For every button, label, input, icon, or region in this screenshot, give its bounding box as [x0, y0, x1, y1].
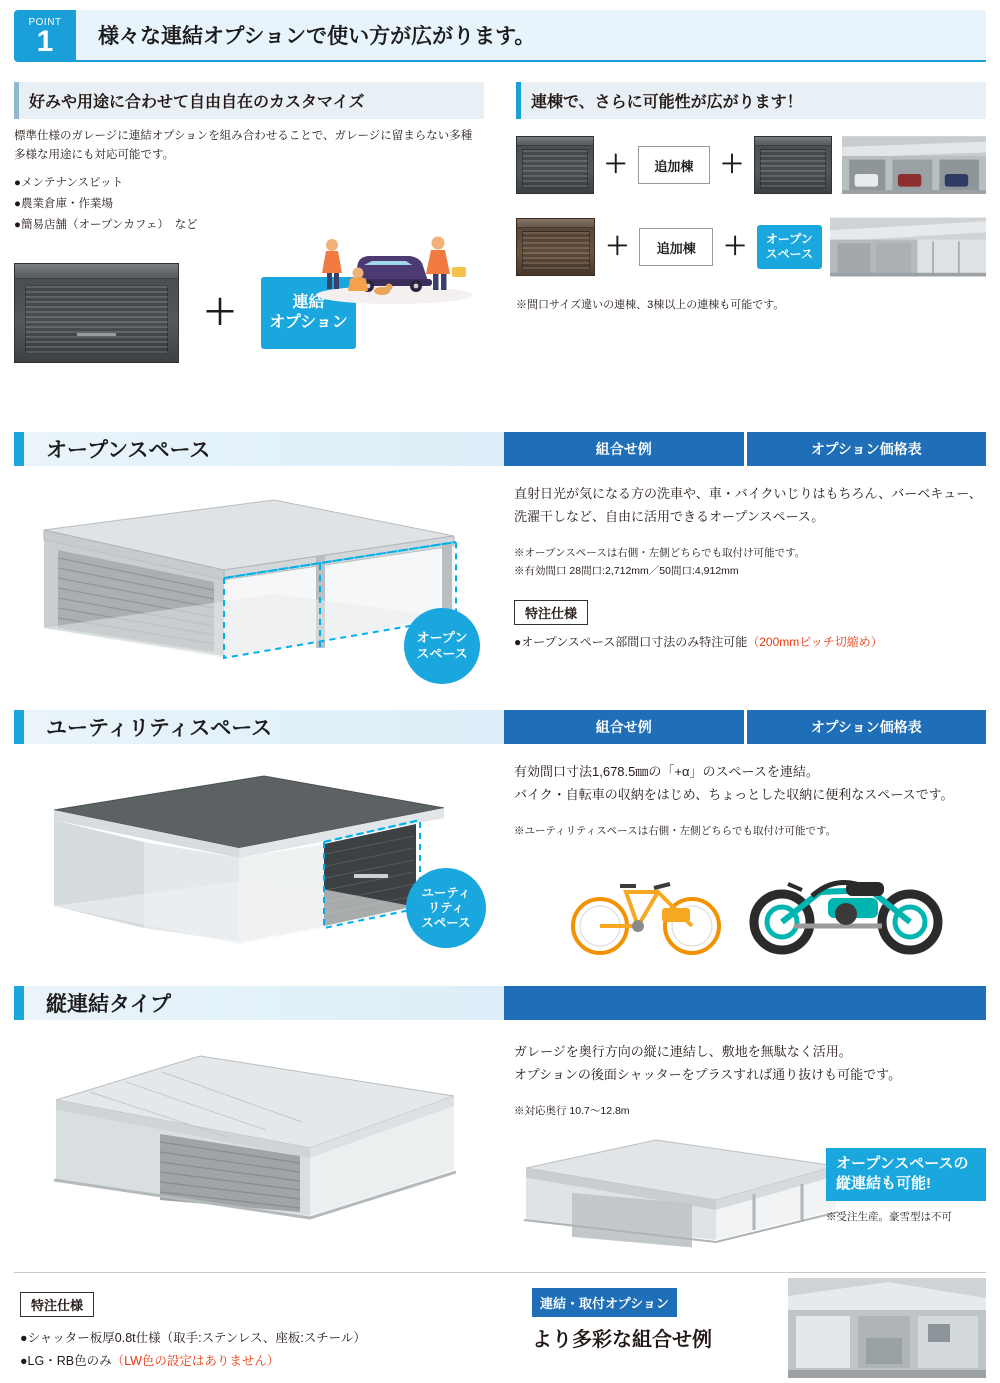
bullet-item: ●農業倉庫・作業場: [14, 198, 113, 211]
promo-title: より多彩な組合せ例: [532, 1329, 712, 1351]
bullet-item: ●メンテナンスピット: [14, 176, 124, 189]
spec-item-text: ●オープンスペース部間口寸法のみ特注可能: [514, 635, 748, 650]
callout-note: ※受注生産。豪雪型は不可: [826, 1210, 952, 1223]
section-accent: [14, 986, 24, 1020]
customize-heading: 好みや用途に合わせて自由自在のカスタマイズ: [14, 82, 484, 119]
addon-box: 追加棟: [639, 228, 713, 266]
vertical-type-illustration: [30, 1030, 490, 1230]
addon-box: 追加棟: [638, 146, 710, 184]
vertical-tag-filler: [504, 986, 745, 1020]
open-space-note-1: ※オープンスペースは右側・左側どちらでも取付け可能です。: [514, 546, 806, 559]
garage-thumb-brown: [516, 218, 595, 276]
chip-line-1: オープン: [765, 232, 813, 246]
point-label: POINT: [28, 16, 62, 28]
open-space-note-2: ※有効間口 28間口:2,712mm／50間口:4,912mm: [514, 564, 739, 577]
badge-line-1: ユーティ: [421, 885, 471, 900]
chip-line-2: オプション: [269, 313, 348, 331]
vertical-lead-2: オプションの後面シャッターをプラスすれば通り抜けも可能です。: [514, 1067, 902, 1083]
open-space-chip: [757, 225, 821, 269]
section-title: 縦連結タイプ: [24, 986, 504, 1020]
tag-combination-example: 組合せ例: [504, 432, 744, 466]
garage-illustration: [14, 263, 179, 363]
open-space-text: [514, 482, 986, 650]
point-number: 1: [36, 24, 54, 58]
vertical-note-1: ※対応奥行 10.7～12.8m: [514, 1104, 630, 1117]
badge-line-3: スペース: [421, 915, 471, 930]
vertical-lead-1: ガレージを奥行方向の縦に連結し、敷地を無駄なく活用。: [514, 1044, 852, 1059]
customize-body: 標準仕様のガレージに連結オプションを組み合わせることで、ガレージに留まらない多種多様な用途にも対応可能です。: [14, 130, 473, 161]
garage-thumb: [754, 136, 832, 194]
footer-spec-label: 特注仕様: [20, 1292, 94, 1317]
multi-garage-photo-1: [842, 133, 986, 197]
customize-panel: [14, 82, 484, 363]
utility-note-1: ※ユーティリティスペースは右側・左側どちらでも取付け可能です。: [514, 824, 837, 837]
utility-lead-2: バイク・自転車の収納をはじめ、ちょっとした収納に便利なスペースです。: [514, 787, 954, 803]
section-header-utility-space: [14, 710, 986, 744]
open-space-badge: [404, 608, 480, 684]
motorcycle-illustration: [742, 848, 952, 958]
utility-lead-1: 有効間口寸法1,678.5㎜の「+α」のスペースを連結。: [514, 764, 819, 779]
badge-line-2: スペース: [416, 646, 468, 661]
plus-sign: ＋: [723, 233, 748, 260]
point-badge: [14, 10, 76, 62]
promo-tag: 連結・取付オプション: [532, 1288, 677, 1317]
callout-line-1: オープンスペースの: [836, 1155, 969, 1172]
garage-thumb: [516, 136, 594, 194]
section-accent: [14, 710, 24, 744]
promo-photo: [788, 1278, 986, 1378]
section-header-open-space: [14, 432, 986, 466]
badge-line-2: リティ: [427, 900, 465, 915]
utility-space-text: [514, 760, 986, 841]
callout-box: [826, 1148, 986, 1201]
multi-building-panel: [516, 82, 986, 315]
footer-spec: [20, 1292, 540, 1372]
vertical-tag-filler-2: [745, 986, 986, 1020]
chip-line-2: スペース: [765, 247, 814, 261]
section-title: ユーティリティスペース: [24, 710, 504, 744]
spec-item-row: [514, 633, 986, 650]
footer-divider: [14, 1272, 986, 1273]
tag-combination-example: 組合せ例: [504, 710, 744, 744]
callout-line-2: 縦連結も可能!: [836, 1175, 931, 1193]
point-title: 様々な連結オプションで使い方が広がります。: [76, 10, 986, 62]
multi-heading: 連棟で、さらに可能性が広がります！: [516, 82, 986, 119]
badge-line-1: オープン: [416, 630, 468, 646]
vertical-open-space-photo: [516, 1128, 846, 1248]
promo-block: [532, 1288, 772, 1352]
plus-sign: ＋: [603, 151, 628, 178]
spec-label: 特注仕様: [514, 600, 588, 625]
tag-option-price-list: オプション価格表: [744, 710, 987, 744]
plus-sign: ＋: [203, 293, 237, 332]
footer-spec-item-1: ●シャッター板厚0.8t仕様（取手:ステンレス、座板:スチール）: [20, 1331, 366, 1345]
multi-note: ※間口サイズ違いの連棟、3棟以上の連棟も可能です。: [516, 299, 785, 311]
footer-spec-item-2-row: [20, 1350, 540, 1373]
bullet-item: ●簡易店舗（オープンカフェ） など: [14, 219, 198, 232]
bicycle-illustration: [566, 862, 736, 958]
point-header: [14, 10, 986, 62]
vertical-callout: [826, 1148, 986, 1226]
plus-sign: ＋: [720, 151, 745, 178]
plus-sign: ＋: [605, 233, 630, 260]
footer-spec-item-2: ●LG・RB色のみ: [20, 1353, 112, 1368]
section-accent: [14, 432, 24, 466]
chip-line-1: 連結: [292, 293, 325, 311]
multi-garage-photo-2: [830, 215, 986, 279]
people-illustration: [302, 215, 482, 307]
utility-space-badge: [406, 868, 486, 948]
open-space-lead: 直射日光が気になる方の洗車や、車・バイクいじりはもちろん、バーベキュー、洗濯干しなど、自由に活用できるオープンスペース。: [514, 486, 982, 525]
footer-spec-item-2-red: （LW色の設定はありません）: [111, 1353, 280, 1368]
tag-option-price-list: オプション価格表: [744, 432, 987, 466]
section-header-vertical-type: [14, 986, 986, 1020]
vertical-type-text: [514, 1040, 986, 1121]
section-title: オープンスペース: [24, 432, 504, 466]
spec-item-red: （200mmピッチ切縮め）: [747, 635, 883, 650]
